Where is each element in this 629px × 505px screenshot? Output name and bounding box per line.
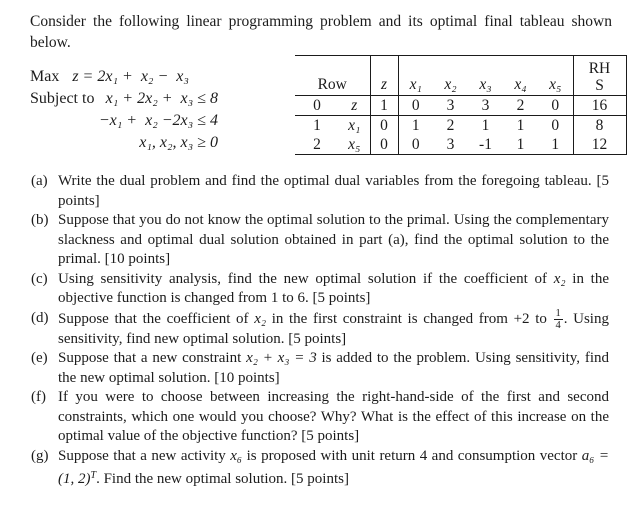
tableau-cell: 0 <box>370 135 398 155</box>
part-f-text: If you were to choose between increasing the right-hand-side of the first and second constraints, which one would you choose? Why? What is the effect of this increase on the optimal value of the objective function? [5 points] <box>58 389 609 444</box>
tableau-cell: 0 <box>398 96 433 116</box>
part-label: (d) <box>31 309 49 326</box>
basis-label: x₅ <box>339 135 370 155</box>
tableau-cell: 3 <box>433 96 468 116</box>
tableau-cell: 1 <box>503 135 538 155</box>
max-label: Max <box>30 68 60 85</box>
part-c-text-1: Using sensitivity analysis, find the new optimal solution if the coefficient of <box>58 270 554 287</box>
part-text <box>58 270 609 309</box>
tableau-cell: 3 <box>468 96 503 116</box>
constraint-1: x₁ + 2x₂ + x₃ ≤ 8 <box>105 90 218 107</box>
fraction-numerator: 1 <box>555 307 561 319</box>
part-d-text-2: in the first constraint is changed from +2 to <box>266 310 553 327</box>
part-text <box>58 349 609 388</box>
constraint-2: −x₁ + x₂ −2x₃ ≤ 4 <box>98 112 218 129</box>
part-g-text-2: is proposed with unit return 4 and consumption vector <box>242 447 582 464</box>
basis-label: z <box>339 96 370 116</box>
part-label: (f) <box>31 389 46 405</box>
row-number: 2 <box>295 135 339 155</box>
tableau-cell: 0 <box>370 116 398 136</box>
part-e-text-1: Suppose that a new constraint <box>58 350 247 366</box>
math-new-constraint: x₂ + x₃ = 3 <box>246 350 317 366</box>
tableau-cell: 2 <box>503 96 538 116</box>
tableau-header-row <box>295 56 626 96</box>
part-label: (e) <box>31 350 48 366</box>
math-x6: x₆ <box>230 447 243 464</box>
part-b-text: Suppose that you do not know the optimal solution to the primal. Using the complementary slackness and optimal dual solution obtained in part (a), find the optimal solution to the primal. [10 points] <box>58 212 609 267</box>
part-text <box>58 309 609 350</box>
tableau-cell: 1 <box>538 135 573 155</box>
tableau-cell: 0 <box>551 116 560 134</box>
fraction-one-quarter <box>554 309 563 330</box>
part-e <box>31 349 609 388</box>
part-c-text-2: in the objective function is changed from 1 to 6. [5 points] <box>58 270 609 306</box>
row-number: 0 <box>295 96 339 116</box>
tableau-row-1 <box>295 116 626 136</box>
col-header-z: z <box>370 56 398 96</box>
tableau-cell: 0 <box>398 135 433 155</box>
part-text <box>58 388 609 447</box>
math-x2: x₂ <box>553 270 566 287</box>
part-e-text-2: is added to the problem. Using sensitivity, find the new optimal solution. [10 points] <box>58 350 609 386</box>
col-header-row: Row <box>295 56 370 96</box>
math-x2: x₂ <box>254 310 267 327</box>
col-header-x1: x₁ <box>398 56 433 96</box>
part-text <box>58 447 609 490</box>
intro-line-1: Consider the following linear programming problem and its optimal final tableau shown <box>30 13 612 30</box>
part-b <box>31 211 609 270</box>
basis-label: x₁ <box>348 116 361 134</box>
tableau-cell: 1 <box>411 116 420 134</box>
simplex-tableau <box>295 55 627 155</box>
objective-line <box>30 66 218 88</box>
tableau-cell: 2 <box>446 116 455 134</box>
tableau-cell: 1 <box>481 116 490 134</box>
col-header-x3: x₃ <box>468 56 503 96</box>
tableau-cell-rhs: 16 <box>573 96 626 116</box>
col-header-x4: x₄ <box>503 56 538 96</box>
tableau-row-0 <box>295 96 626 116</box>
tableau-cell: 1 <box>516 116 525 134</box>
part-f <box>31 388 609 447</box>
part-label: (g) <box>31 447 49 464</box>
part-text <box>58 172 609 211</box>
intro-line-2: below. <box>30 34 71 51</box>
part-c <box>31 270 609 309</box>
constraint-line-3 <box>30 132 218 154</box>
tableau-cell: -1 <box>468 135 503 155</box>
part-label: (b) <box>31 212 49 228</box>
part-a-text: Write the dual problem and find the optimal dual variables from the foregoing tableau. [5 points] <box>58 173 609 209</box>
col-header-x2: x₂ <box>433 56 468 96</box>
nonnegativity-constraint: x₁, x₂, x₃ ≥ 0 <box>139 134 218 151</box>
rhs-header-line1: RH <box>588 60 611 77</box>
tableau-cell: 3 <box>433 135 468 155</box>
part-g <box>31 447 609 490</box>
col-header-x5: x₅ <box>538 56 573 96</box>
fraction-denominator: 4 <box>555 319 561 331</box>
tableau-cell: 0 <box>538 96 573 116</box>
objective-expression: z = 2x₁ + x₂ − x₃ <box>72 68 189 85</box>
part-d-text-3: . Using sensitivity, find new optimal solution. [5 points] <box>58 310 609 347</box>
lp-problem-statement <box>30 66 218 154</box>
part-g-text-1: Suppose that a new activity <box>58 447 231 464</box>
intro-paragraph <box>30 11 612 53</box>
part-label: (a) <box>31 173 48 189</box>
col-header-rhs <box>573 56 626 96</box>
part-label: (c) <box>31 270 48 287</box>
tableau-cell: 1 <box>370 96 398 116</box>
rhs-header-line2: S <box>595 77 604 94</box>
part-d <box>31 309 609 350</box>
constraint-line-1 <box>30 88 218 110</box>
subject-to-label: Subject to <box>30 90 95 107</box>
tableau-row-2 <box>295 135 626 155</box>
part-a <box>31 172 609 211</box>
question-parts <box>31 172 609 490</box>
transpose-superscript: T <box>90 470 97 481</box>
row-number: 1 <box>313 116 321 134</box>
part-g-text-3: . Find the new optimal solution. [5 points] <box>96 471 349 487</box>
tableau-cell-rhs: 12 <box>573 135 626 155</box>
part-d-text-1: Suppose that the coefficient of <box>58 310 255 327</box>
tableau-cell-rhs: 8 <box>573 116 626 136</box>
math-a6-vector: a₆ = (1, 2) <box>58 447 609 487</box>
part-text <box>58 211 609 270</box>
constraint-line-2 <box>30 110 218 132</box>
